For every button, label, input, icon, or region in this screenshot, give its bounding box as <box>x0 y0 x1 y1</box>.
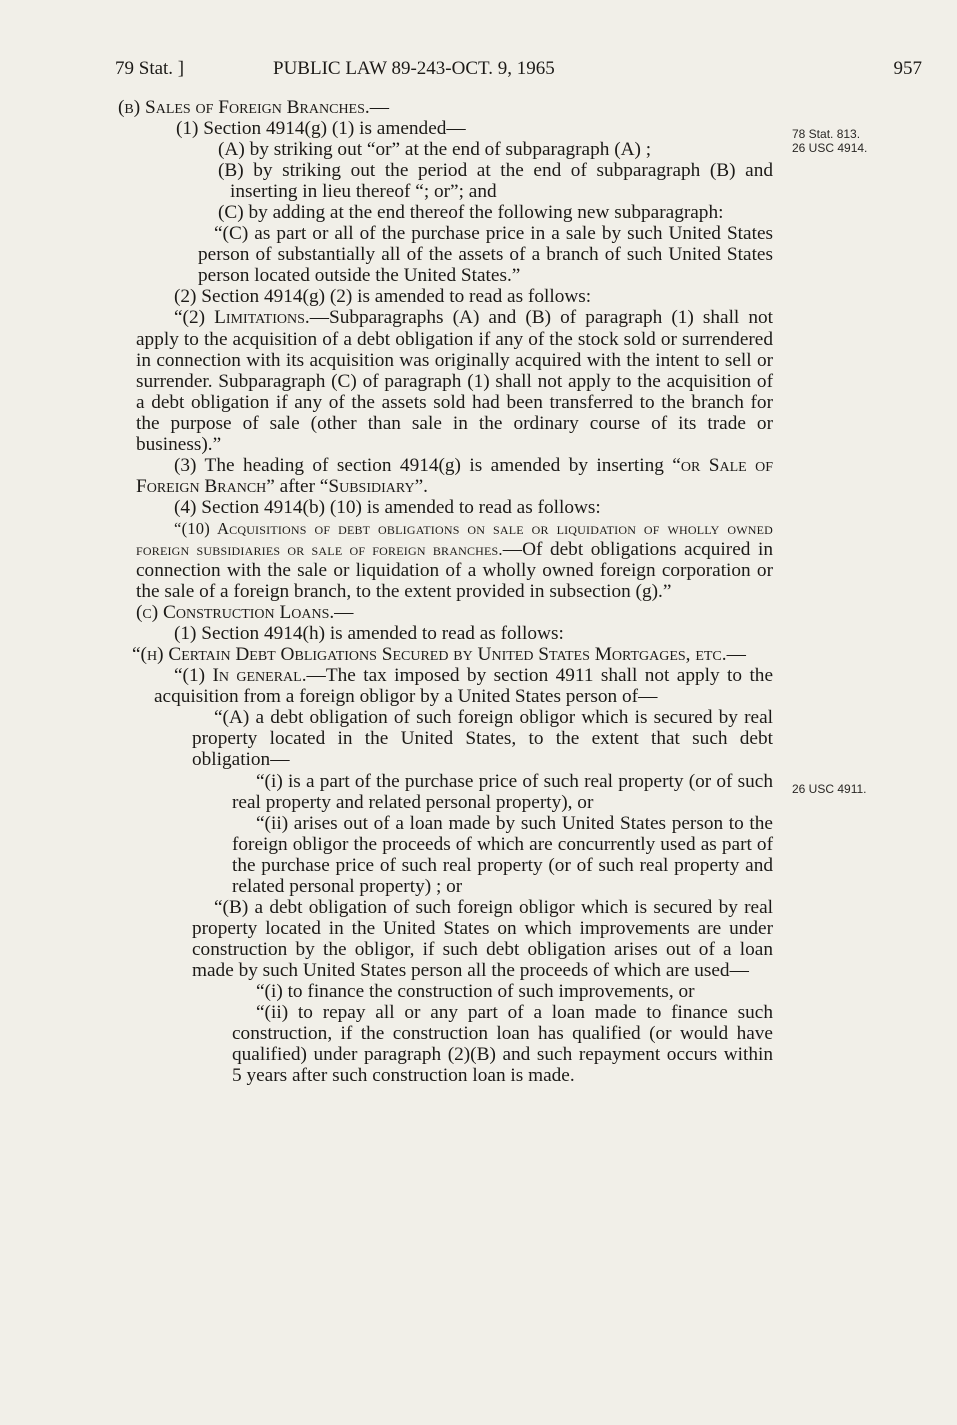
document-body <box>118 97 773 1086</box>
clause-B-i: “(i) to finance the construction of such improvements, or <box>256 980 695 1002</box>
margin-note-line: 78 Stat. 813. <box>792 127 861 141</box>
subparagraph-A: “(A) a debt obligation of such foreign obligor which is secured by real property located in the United States, to the extent that such debt obligation— <box>192 707 773 771</box>
limitations-heading: “(2) Limitations. <box>174 307 310 329</box>
statute-reference: 79 Stat. ] <box>115 58 185 79</box>
paragraph-b1: (1) Section 4914(g) (1) is amended— <box>176 118 466 140</box>
margin-note-2 <box>792 782 922 796</box>
paragraph-b4: (4) Section 4914(b) (10) is amended to read as follows: <box>174 496 601 518</box>
acquisitions-text: —Of debt obligations acquired in connection with the sale or liquidation of a wholly owned foreign corporation or the sale of a foreign branch, to the extent provided in subsection (g).” <box>136 538 773 603</box>
in-general-heading: “(1) In general. <box>174 665 307 687</box>
clause-A-i: “(i) is a part of the purchase price of such real property (or of such real property and related personal property), or <box>232 770 773 813</box>
paragraph-c1: (1) Section 4914(h) is amended to read as follows: <box>174 623 564 645</box>
public-law-title: PUBLIC LAW 89-243-OCT. 9, 1965 <box>273 58 555 79</box>
acquisitions-heading: “(10) Acquisitions of debt obligations on sale or liquidation of wholly owned foreign subsidiaries or sale of foreign branches. <box>136 518 773 559</box>
paragraph-h1 <box>118 665 773 707</box>
margin-note-1 <box>792 127 922 155</box>
in-general-text: —The tax imposed by section 4911 shall not apply to the acquisition from a foreign obligor by a United States person of— <box>154 665 773 708</box>
b3-text-end: ”. <box>414 475 428 497</box>
quoted-paragraph-2 <box>118 307 773 454</box>
paragraph-b1-C: (C) by adding at the end thereof the following new subparagraph: <box>218 202 724 224</box>
subsection-c-heading: (c) Construction Loans.— <box>136 602 354 624</box>
paragraph-b1-A: (A) by striking out “or” at the end of subparagraph (A) ; <box>218 139 652 161</box>
quoted-paragraph-10 <box>118 518 773 602</box>
paragraph-b2: (2) Section 4914(g) (2) is amended to read as follows: <box>174 286 592 308</box>
paragraph-b1-B: (B) by striking out the period at the end of subparagraph (B) and inserting in lieu thereof “; or”; and <box>218 160 773 203</box>
paragraph-b3 <box>118 455 773 497</box>
limitations-text: —Subparagraphs (A) and (B) of paragraph (1) shall not apply to the acquisition of a debt obligation if any of the stock sold or surrendered in connection with its acquisition was originally acquired with the intent to sell or surrender. Subparagraph (C) of paragraph (1) shall not apply to the acquisition of a debt obligation if any of the assets sold had been transferred to the branch for the purpose of sale (other than sale in the ordinary course of its trade or business).” <box>136 307 773 455</box>
b3-text: (3) The heading of section 4914(g) is amended by inserting “ <box>174 454 681 476</box>
b3-subsidiary: Subsidiary <box>328 475 415 497</box>
b3-heading-insert: or Sale of Foreign Branch <box>136 454 773 497</box>
clause-B-ii: “(ii) to repay all or any part of a loan made to finance such construction, if the construction loan has qualified (or would have qualified) under paragraph (2)(B) and such repayment occurs within 5 years after such construction loan is made. <box>232 1002 773 1087</box>
margin-note-line: 26 USC 4914. <box>792 141 868 155</box>
b3-text-after: ” after “ <box>266 475 329 497</box>
clause-A-ii: “(ii) arises out of a loan made by such United States person to the foreign obligor the proceeds of which are concurrently used as part of the purchase price of such real property (or of such real property and related personal property) ; or <box>232 812 773 897</box>
subparagraph-B: “(B) a debt obligation of such foreign obligor which is secured by real property located in the United States on which improvements are under construction by the obligor, if such debt obligation arises out of a loan made by such United States person all the proceeds of which are used— <box>192 896 773 981</box>
margin-note-line: 26 USC 4911. <box>792 782 867 796</box>
subsection-h-heading: “(h) Certain Debt Obligations Secured by United States Mortgages, etc.— <box>132 644 746 666</box>
page-header <box>110 58 922 86</box>
quoted-subparagraph-C: “(C) as part or all of the purchase price in a sale by such United States person of substantially all of the assets of a branch of such United States person located outside the United States.” <box>198 223 773 287</box>
subsection-b-heading: (b) Sales of Foreign Branches.— <box>118 97 389 118</box>
page-number: 957 <box>893 58 922 79</box>
